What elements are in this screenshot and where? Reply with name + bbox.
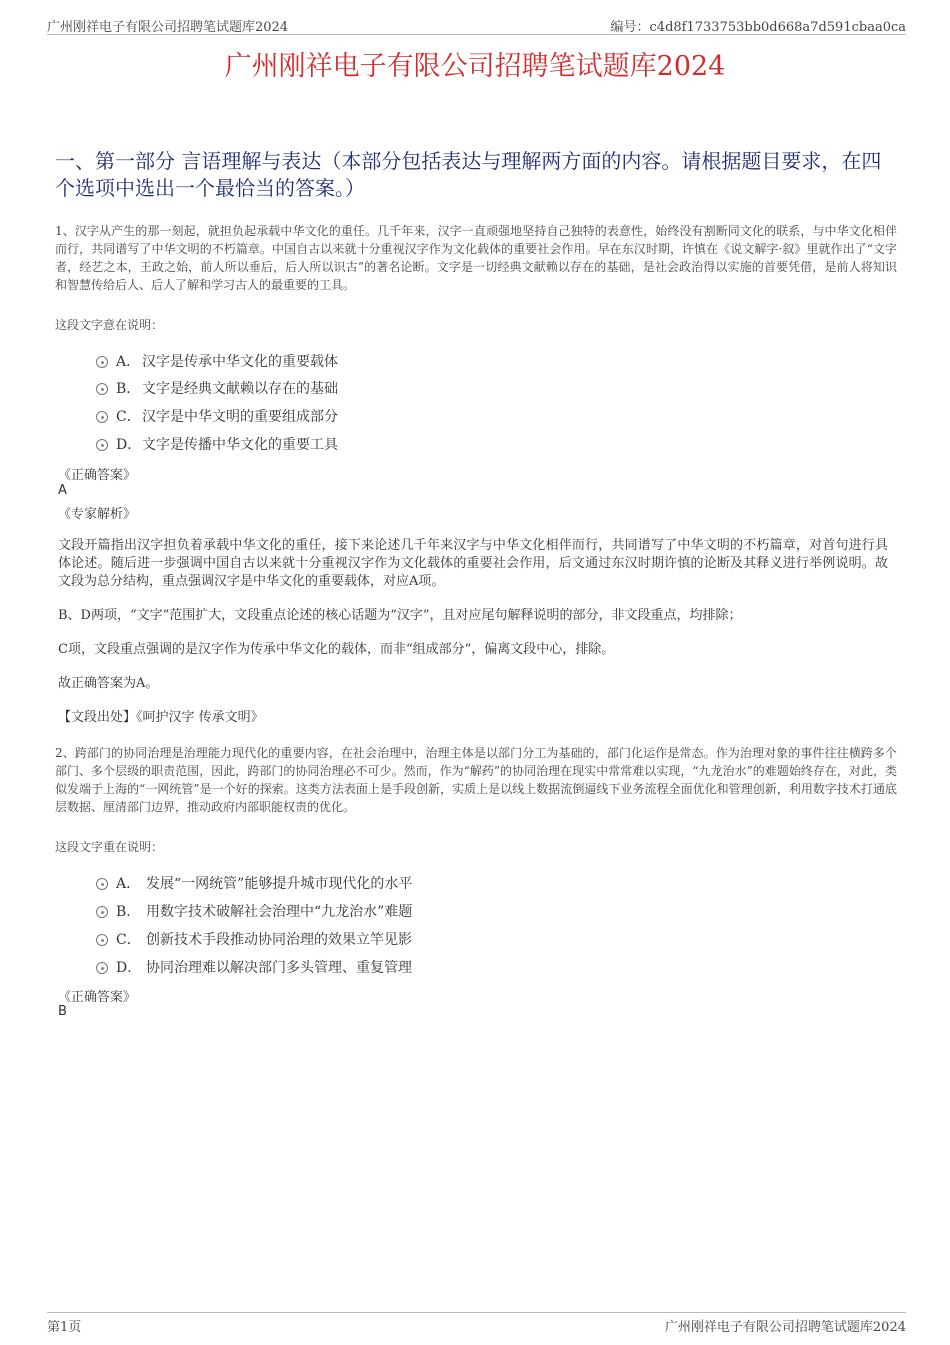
analysis-conclusion: 故正确答案为A。 — [58, 676, 159, 691]
radio-icon[interactable] — [96, 439, 108, 451]
header-doc-id: 编号：c4d8f1733753bb0d668a7d591cbaa0ca — [610, 20, 906, 35]
page-title: 广州刚祥电子有限公司招聘笔试题库2024 — [224, 51, 726, 82]
question-2-option-c[interactable]: C． 创新技术手段推动协同治理的效果立竿见影 — [96, 929, 412, 949]
radio-icon[interactable] — [96, 356, 108, 368]
question-1-option-d[interactable]: D．文字是传播中华文化的重要工具 — [96, 434, 338, 454]
header-doc-title: 广州刚祥电子有限公司招聘笔试题库2024 — [47, 20, 289, 35]
page-header — [47, 14, 906, 35]
answer-label: 《正确答案》 — [58, 990, 137, 1005]
question-2-hint: 这段文字重在说明： — [55, 840, 164, 854]
question-2-option-b[interactable]: B． 用数字技术破解社会治理中“九龙治水”难题 — [96, 901, 412, 921]
question-2-text: 2、跨部门的协同治理是治理能力现代化的重要内容，在社会治理中，治理主体是以部门分工为基础的，部门化运作是常态。作为治理对象的事件往往横跨多个部门、多个层级的职责范围，因此，跨部门的协同治理必不可少。然而，作为“解药”的协同治理在现实中常常难以实现，“九龙治水”的难题始终存在，对此，类似发端于上海的“一网统管”是一个好的探索。这类方法表面上是手段创新，实质上是以线上数据流倒逼线下业务流程全面优化和管理创新，利用数字技术打通底层数据、厘清部门边界，推动政府内部职能权责的优化。 — [55, 746, 897, 814]
radio-icon[interactable] — [96, 383, 108, 395]
analysis-label: 《专家解析》 — [58, 507, 137, 522]
page-footer — [47, 1312, 906, 1335]
radio-icon[interactable] — [96, 962, 108, 974]
footer-doc-title: 广州刚祥电子有限公司招聘笔试题库2024 — [664, 1320, 906, 1335]
question-2-option-d[interactable]: D． 协同治理难以解决部门多头管理、重复管理 — [96, 957, 412, 977]
radio-icon[interactable] — [96, 906, 108, 918]
question-1-option-b[interactable]: B． 文字是经典文献赖以存在的基础 — [96, 378, 338, 398]
question-1-hint: 这段文字意在说明： — [55, 318, 164, 332]
analysis-paragraph: C项，文段重点强调的是汉字作为传承中华文化的载体，而非“组成部分”，偏离文段中心，排除。 — [58, 642, 615, 657]
question-1-text: 1、汉字从产生的那一刻起，就担负起承载中华文化的重任。几千年来，汉字一直顽强地坚持自己独特的表意性，始终没有割断同文化的联系，与中华文化相伴而行，共同谱写了中华文明的不朽篇章。中国自古以来就十分重视汉字作为文化载体的重要社会作用。早在东汉时期，许慎在《说文解字·叙》里就作出了“文字者，经艺之本，王政之始，前人所以垂后，后人所以识古”的著名论断。文字是一切经典文献赖以存在的基础，是社会政治得以实施的首要凭借，是前人将知识和智慧传给后人、后人了解和学习古人的最重要的工具。 — [55, 224, 897, 292]
analysis-paragraph: B、D两项，“文字”范围扩大，文段重点论述的核心话题为“汉字”，且对应尾句解释说明的部分，非文段重点，均排除； — [58, 608, 742, 623]
source-reference: 【文段出处】《呵护汉字 传承文明》 — [58, 710, 264, 725]
question-1-option-c[interactable]: C．汉字是中华文明的重要组成部分 — [96, 406, 338, 426]
page-number: 第1页 — [47, 1320, 82, 1335]
radio-icon[interactable] — [96, 878, 108, 890]
question-2-option-a[interactable]: A． 发展“一网统管”能够提升城市现代化的水平 — [96, 873, 412, 893]
radio-icon[interactable] — [96, 411, 108, 423]
radio-icon[interactable] — [96, 934, 108, 946]
question-1-option-a[interactable]: A． 汉字是传承中华文化的重要载体 — [96, 351, 338, 371]
analysis-paragraph: 文段开篇指出汉字担负着承载中华文化的重任，接下来论述几千年来汉字与中华文化相伴而行，共同谱写了中华文明的不朽篇章，对首句进行具体论述。随后进一步强调中国自古以来就十分重视汉字作为文化载体的重要社会作用，后文通过东汉时期许慎的论断及其释义进行举例说明。故文段为总分结构，重点强调汉字是中华文化的重要载体，对应A项。 — [58, 538, 888, 589]
answer-value: A — [58, 483, 67, 498]
section-heading: 一、第一部分 言语理解与表达（本部分包括表达与理解两方面的内容。请根据题目要求，在四个选项中选出一个最恰当的答案。） — [55, 149, 882, 200]
answer-value: B — [58, 1004, 67, 1019]
answer-label: 《正确答案》 — [58, 468, 137, 483]
